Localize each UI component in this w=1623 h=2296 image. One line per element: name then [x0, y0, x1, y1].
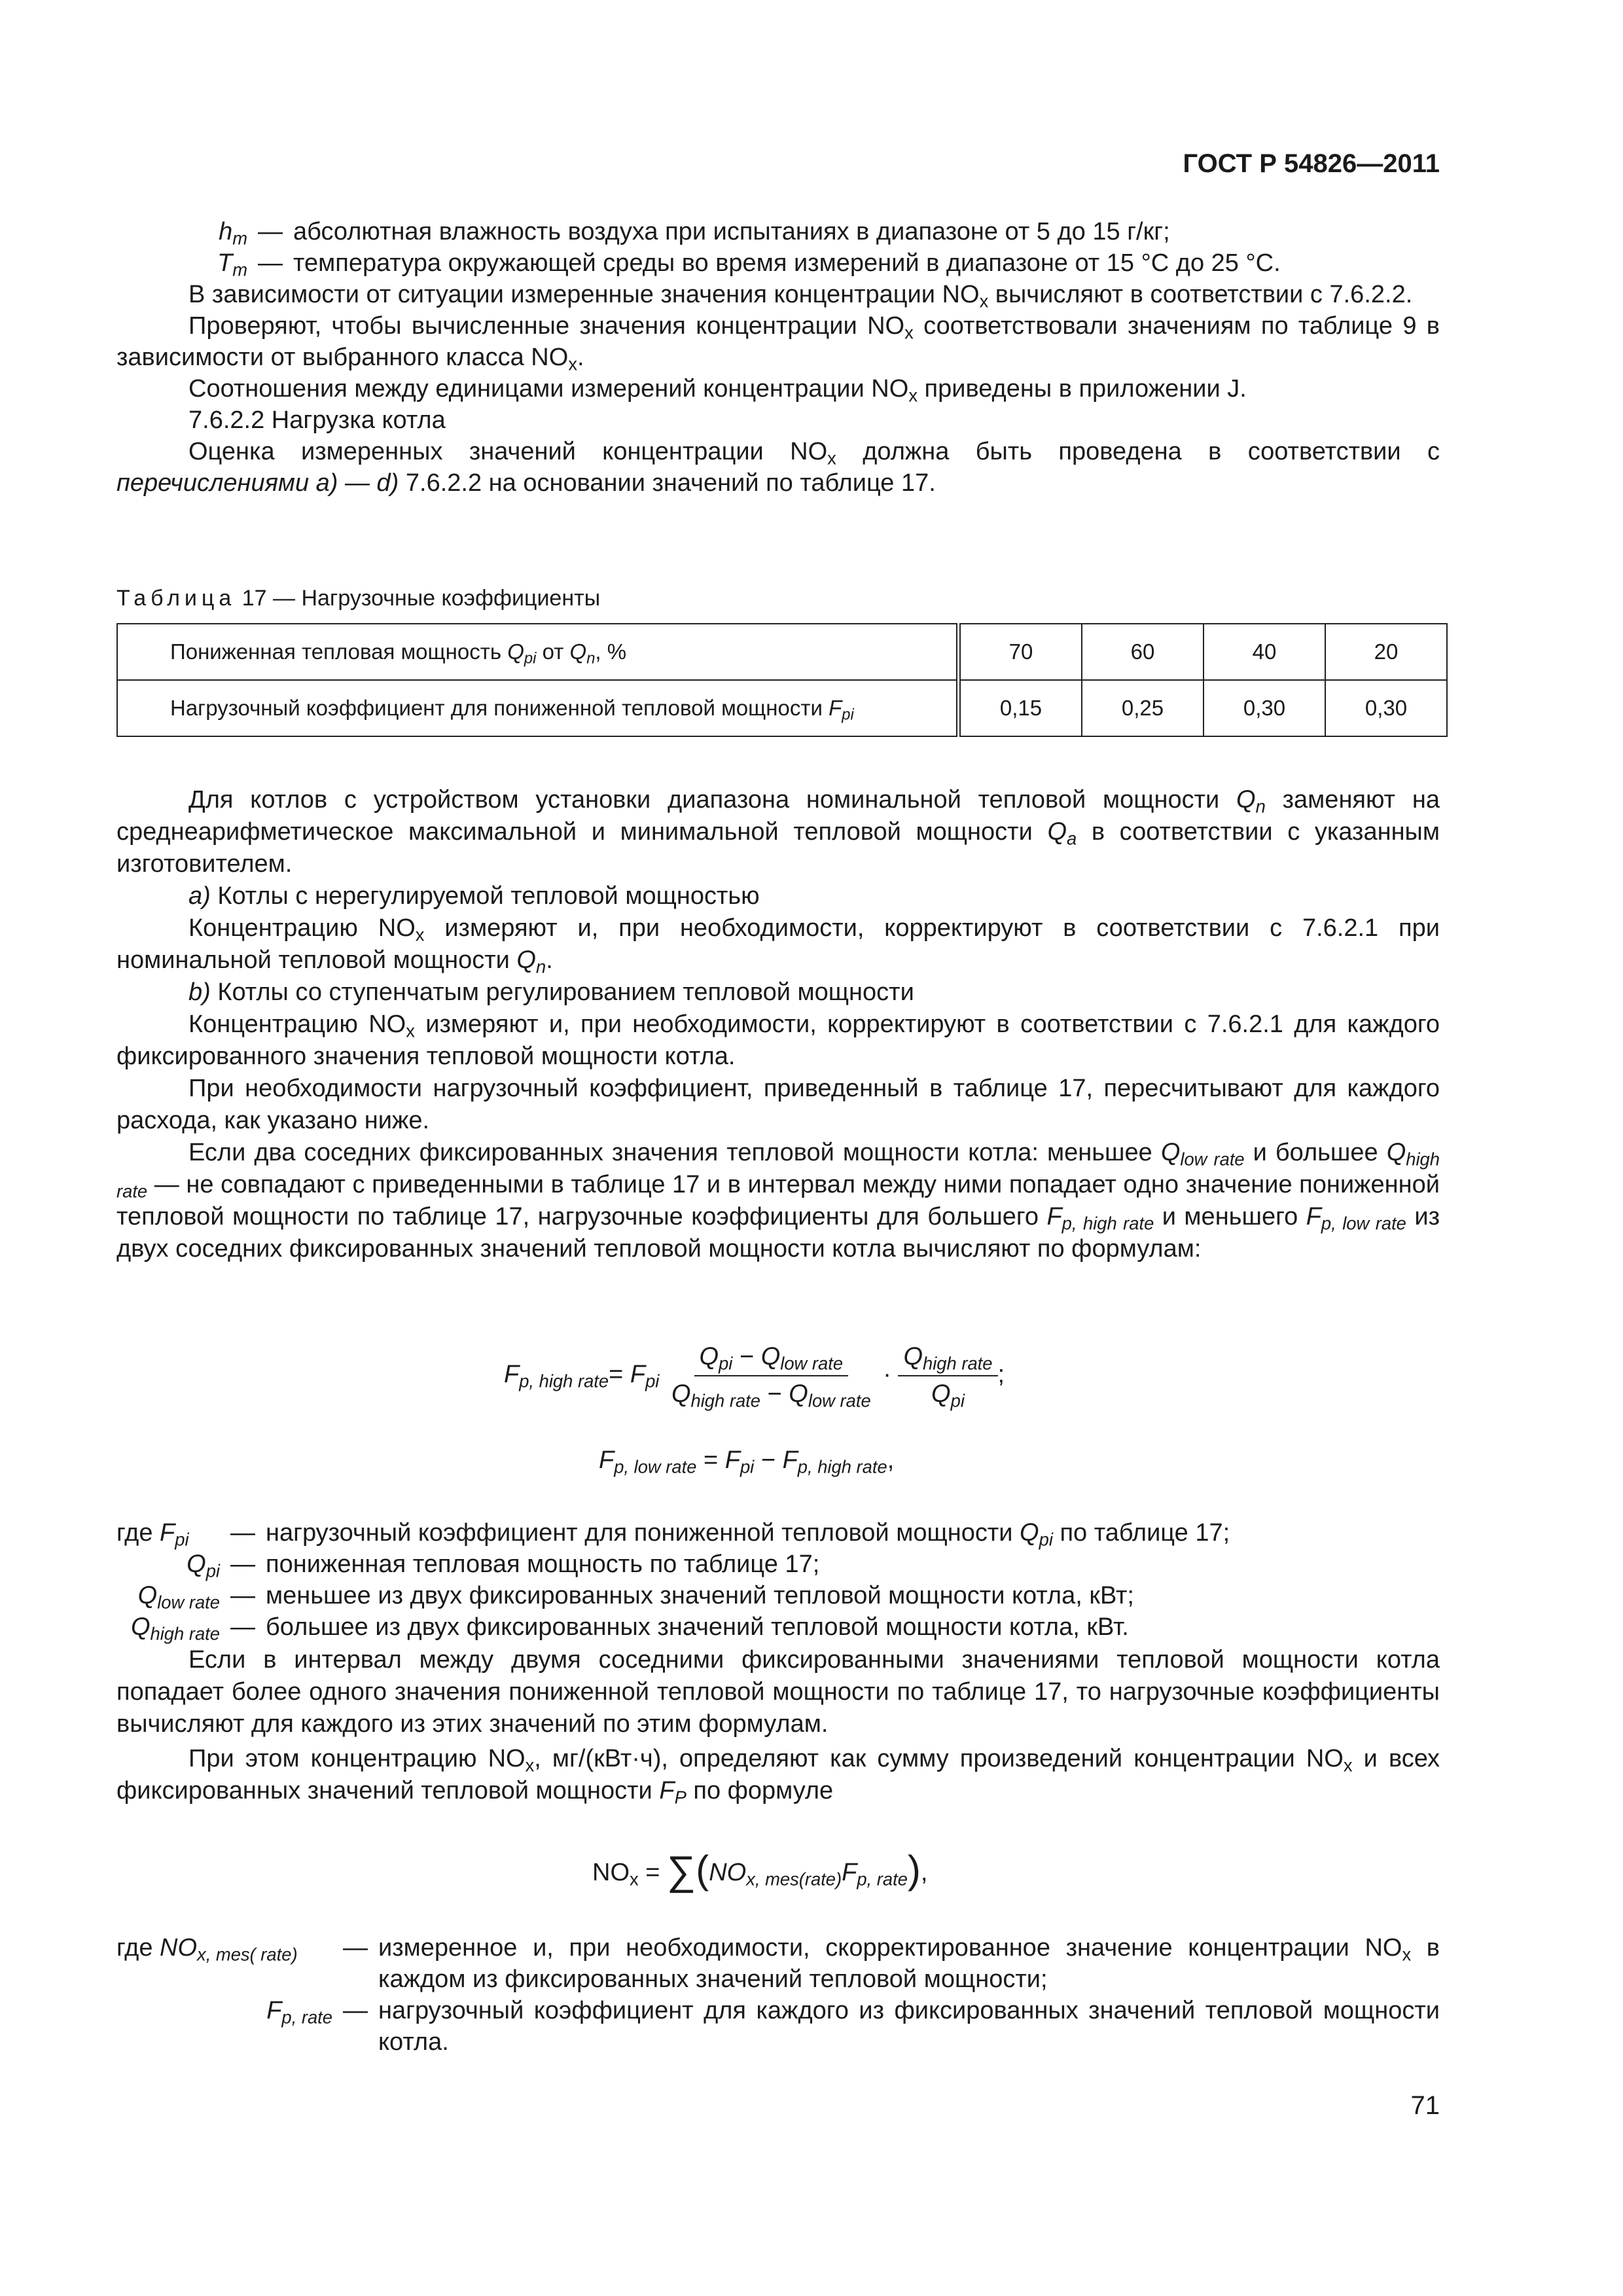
paragraph: В зависимости от ситуации измеренные значения концентрации $NO_x$ вычисляют в соответствии с 7.6.2.2. [188, 281, 1413, 312]
formula-high-rate: $F_{p, high rate}= F_{pi}$ $\frac{Q_{pi} - Q_{low rate}}{Q_{high rate} - Q_{low rate}}$ · $\frac{Q_{high rate}}{Q_{pi}}$ ; [504, 1343, 1005, 1411]
list-item: а) Котлы с нерегулируемой тепловой мощностью [188, 882, 760, 910]
paragraph: При необходимости нагрузочный коэффициент, приведенный в таблице 17, пересчитывают для каждого расхода, как указано ниже. [116, 1075, 1440, 1134]
row-header: Пониженная тепловая мощность $Q_{pi}$ от $Q_n$, % [117, 624, 959, 680]
definition-text: абсолютная влажность воздуха при испытаниях в диапазоне от 5 до 15 г/кг; [293, 218, 1170, 245]
definitions-bottom [116, 1932, 1440, 2058]
definitions-mid [116, 1517, 1440, 1643]
load-factor-table [116, 623, 1448, 737]
body-paragraphs [116, 784, 1440, 1265]
paragraph: Оценка измеренных значений концентрации $NO_x$ должна быть проведена в соответствии с перечислениями а) — d) 7.6.2.2 на основании значений по таблице 17. [116, 438, 1440, 497]
definition-row: $Q_{pi}$ — пониженная тепловая мощность по таблице 17; [116, 1549, 1440, 1580]
row-header: Нагрузочный коэффициент для пониженной тепловой мощности $F_{pi}$ [117, 680, 959, 736]
definition-symbol: $h_m$ [219, 218, 247, 249]
page-number: 71 [1410, 2091, 1440, 2120]
definition-symbol: $T_m$ [217, 249, 247, 280]
table-cell: 60 [1082, 624, 1204, 680]
closing-paragraphs [116, 1644, 1440, 1807]
definition-row: $Q_{low rate}$ — меньшее из двух фиксированных значений тепловой мощности котла, кВт; [116, 1580, 1440, 1611]
definition-row: $T_m$ — температура окружающей среды во время измерений в диапазоне от 15 °С до 25 °С. [116, 247, 1440, 279]
table-row [117, 624, 1447, 680]
table-caption: Таблица 17 — Нагрузочные коэффициенты [116, 586, 601, 611]
paragraph: Если в интервал между двумя соседними фиксированными значениями тепловой мощности котла попадает более одного значения пониженной тепловой мощности по таблице 17, то нагрузочные коэффициенты вычисляют для каждого из этих значений по этим формулам. [116, 1646, 1440, 1738]
definition-text: нагрузочный коэффициент для каждого из фиксированных значений тепловой мощности котла. [378, 1997, 1440, 2056]
definition-text: пониженная тепловая мощность по таблице 17; [266, 1551, 820, 1578]
table-cell: 0,25 [1082, 680, 1204, 736]
definition-text: большее из двух фиксированных значений тепловой мощности котла, кВт. [266, 1613, 1129, 1641]
paragraph: Соотношения между единицами измерений концентрации $NO_x$ приведены в приложении J. [188, 375, 1247, 406]
definitions-top [116, 216, 1440, 279]
definition-row: $F_{p, rate}$ — нагрузочный коэффициент для каждого из фиксированных значений тепловой мощности котла. [116, 1995, 1440, 2058]
table-cell: 20 [1325, 624, 1447, 680]
fraction: $\frac{Q_{pi} - Q_{low rate}}{Q_{high rate} - Q_{low rate}}$ [671, 1343, 871, 1411]
formula-low-rate: $F_{p, low rate} = F_{pi} - F_{p, high rate}$, [599, 1446, 895, 1477]
paragraph: При этом концентрацию $NO_x$, мг/(кВт·ч), определяют как сумму произведений концентрации $NO_x$ и всех фиксированных значений тепловой мощности $F_P$ по формуле [116, 1745, 1440, 1808]
definition-text: меньшее из двух фиксированных значений тепловой мощности котла, кВт; [266, 1582, 1134, 1609]
list-item: b) Котлы со ступенчатым регулированием тепловой мощности [188, 978, 914, 1006]
fraction: $\frac{Q_{high rate}}{Q_{pi}}$ [898, 1343, 997, 1408]
table-cell: 0,30 [1325, 680, 1447, 736]
definition-row: где $F_{pi}$ — нагрузочный коэффициент для пониженной тепловой мощности $Q_{pi}$ по таблице 17; [116, 1517, 1440, 1549]
paragraph: Для котлов с устройством установки диапазона номинальной тепловой мощности $Q_n$ заменяют на среднеарифметическое максимальной и минимальной тепловой мощности $Q_a$ в соответствии с указанным изготовителем. [116, 786, 1440, 878]
paragraph: Концентрацию $NO_x$ измеряют и, при необходимости, корректируют в соответствии с 7.6.2.1 для каждого фиксированного значения тепловой мощности котла. [116, 1011, 1440, 1070]
definition-row: где $NO_{x, mes( rate)}$ — измеренное и, при необходимости, скорректированное значение концентрации $NO_x$ в каждом из фиксированных значений тепловой мощности; [116, 1932, 1440, 1995]
document-header: ГОСТ Р 54826—2011 [1183, 149, 1440, 178]
definition-text: измеренное и, при необходимости, скорректированное значение концентрации $NO_x$ в каждом из фиксированных значений тепловой мощности; [378, 1934, 1440, 1993]
paragraph: Концентрацию $NO_x$ измеряют и, при необходимости, корректируют в соответствии с 7.6.2.1 при номинальной тепловой мощности $Q_n$. [116, 914, 1440, 977]
table-cell: 0,30 [1204, 680, 1325, 736]
definition-text: температура окружающей среды во время измерений в диапазоне от 15 °С до 25 °С. [293, 249, 1281, 277]
table-cell: 40 [1204, 624, 1325, 680]
definition-row: $Q_{high rate}$ — большее из двух фиксированных значений тепловой мощности котла, кВт. [116, 1611, 1440, 1643]
definition-row: $h_m$ — абсолютная влажность воздуха при испытаниях в диапазоне от 5 до 15 г/кг; [116, 216, 1440, 247]
table-cell: 0,15 [959, 680, 1082, 736]
definition-text: нагрузочный коэффициент для пониженной тепловой мощности $Q_{pi}$ по таблице 17; [266, 1519, 1230, 1550]
table-cell: 70 [959, 624, 1082, 680]
table-row [117, 680, 1447, 736]
section-heading: 7.6.2.2 Нагрузка котла [188, 406, 446, 434]
formula-nox-sum: $NO_x = \sum(NO_{x, mes(rate)}F_{p, rate})$, [592, 1848, 928, 1893]
paragraph: Если два соседних фиксированных значения тепловой мощности котла: меньшее $Q_{low rate}$ и большее $Q_{high rate}$ — не совпадают с приведенными в таблице 17 и в интервал между ними попадает одно значение пониженной тепловой мощности по таблице 17, нагрузочные коэффициенты для большего $F_{p, high rate}$ и меньшего $F_{p, low rate}$ из двух соседних фиксированных значений тепловой мощности котла вычисляют по формулам: [116, 1139, 1440, 1263]
paragraph: Проверяют, чтобы вычисленные значения концентрации $NO_x$ соответствовали значениям по таблице 9 в зависимости от выбранного класса $NO_x$. [116, 312, 1440, 374]
intro-paragraphs [116, 279, 1440, 499]
